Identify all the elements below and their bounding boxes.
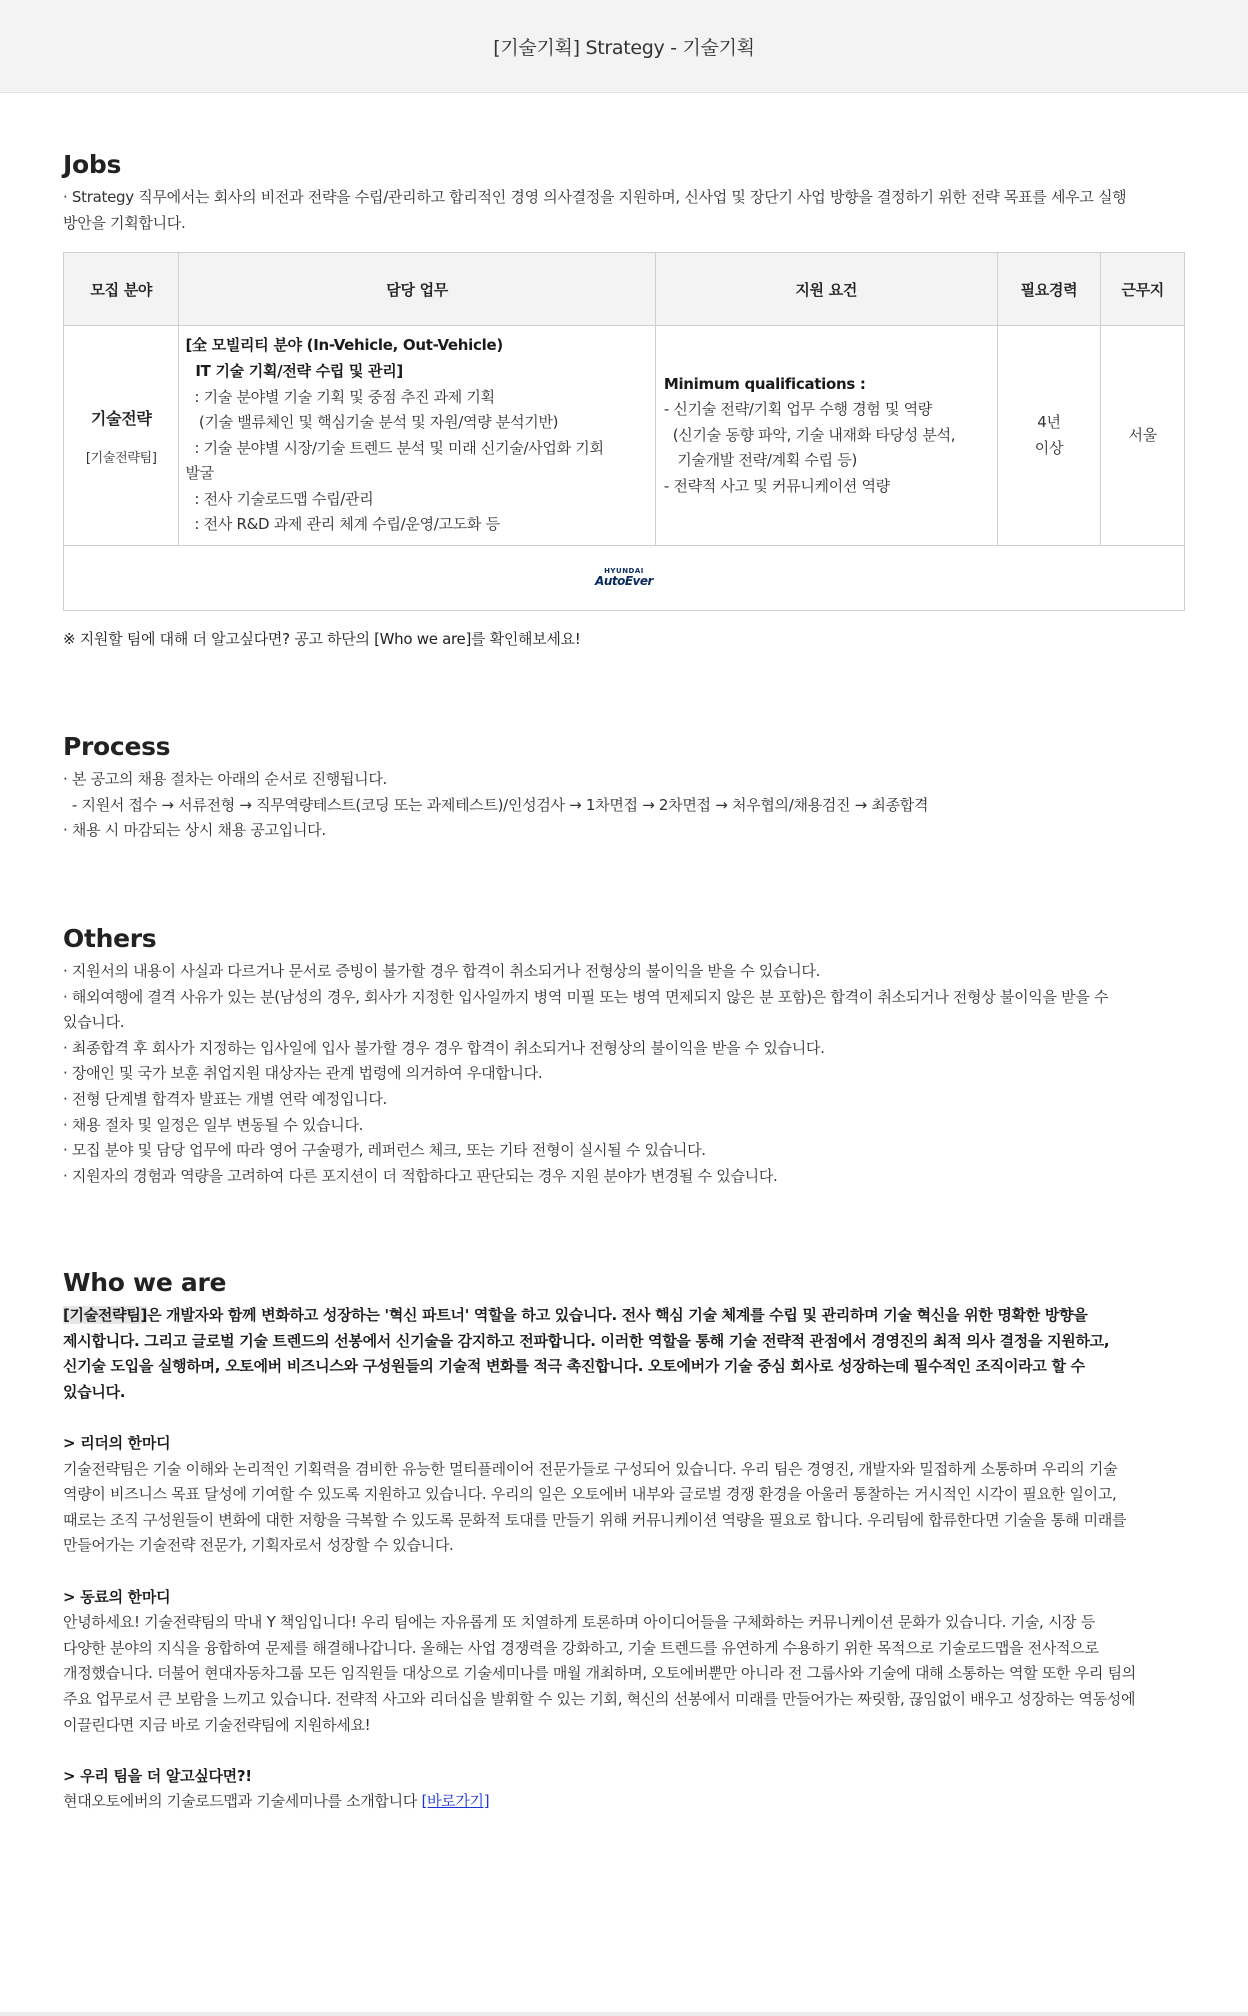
area-name: 기술전략 <box>90 408 152 428</box>
experience-cell <box>997 326 1101 546</box>
duty-line: (기술 밸류체인 및 핵심기술 분석 및 자원/역량 분석기반) <box>185 413 559 432</box>
peer-line: 개정했습니다. 더불어 현대자동차그룹 모든 임직원들 대상으로 기술세미나를 매월 개최하며, 오토에버뿐만 아니라 전 그룹사와 기술에 대해 소통하는 역할 또한 우리 팀의 <box>63 1664 1136 1683</box>
jobs-table-header-row <box>64 253 1185 326</box>
duty-line: [全 모빌리티 분야 (In-Vehicle, Out-Vehicle) <box>185 336 503 355</box>
experience-value: 이상 <box>1034 438 1064 457</box>
others-line: · 지원서의 내용이 사실과 다르거나 문서로 증빙이 불가할 경우 합격이 취소되거나 전형상의 불이익을 받을 수 있습니다. <box>63 962 821 980</box>
others-title: Others <box>63 924 157 953</box>
process-line: · 채용 시 마감되는 상시 채용 공고입니다. <box>63 821 326 840</box>
column-header: 필요경력 <box>997 253 1101 326</box>
requirement-line: (신기술 동향 파악, 기술 내재화 타당성 분석, <box>663 425 956 444</box>
duty-line: 발굴 <box>185 464 214 483</box>
others-line: · 최종합격 후 회사가 지정하는 입사일에 입사 불가할 경우 경우 합격이 취소되거나 전형상의 불이익을 받을 수 있습니다. <box>63 1038 825 1057</box>
others-line: · 모집 분야 및 담당 업무에 따라 영어 구술평가, 레퍼런스 체크, 또는 기타 전형이 실시될 수 있습니다. <box>63 1141 706 1160</box>
others-line: 있습니다. <box>63 1013 125 1032</box>
location-value: 서울 <box>1128 425 1157 444</box>
column-header: 근무지 <box>1101 253 1185 326</box>
process-line: · 본 공고의 채용 절차는 아래의 순서로 진행됩니다. <box>63 770 388 788</box>
jobs-section <box>63 150 1185 653</box>
hyundai-autoever-logo <box>595 568 653 587</box>
process-section <box>63 732 1185 844</box>
duty-line: : 기술 분야별 시장/기술 트렌드 분석 및 미래 신기술/사업화 기회 <box>185 438 604 457</box>
logo-top-text: HYUNDAI <box>604 566 644 575</box>
peer-line: 이끌린다면 지금 바로 기술전략팀에 지원하세요! <box>63 1715 371 1734</box>
peer-line: 안녕하세요! 기술전략팀의 막내 Y 책임입니다! 우리 팀에는 자유롭게 또 치열하게 토론하며 아이디어들을 구체화하는 커뮤니케이션 문화가 있습니다. 기술, 시장 등 <box>63 1613 1096 1632</box>
requirement-line: - 신기술 전략/기획 업무 수행 경험 및 역량 <box>663 400 932 419</box>
requirements-cell <box>655 326 997 546</box>
who-we-are-section <box>63 1268 1185 1815</box>
leader-line: 기술전략팀은 기술 이해와 논리적인 기획력을 겸비한 유능한 멀티플레이어 전문가들로 구성되어 있습니다. 우리 팀은 경영진, 개발자와 밀접하게 소통하며 우리의 기술 <box>63 1459 1118 1478</box>
logo-main-text: AutoEver <box>595 573 653 588</box>
leader-line: 때로는 조직 구성원들이 변화에 대한 저항을 극복할 수 있도록 문화적 토대를 만들기 위해 커뮤니케이션 역량을 필요로 합니다. 우리팀에 합류한다면 기술을 통해 미래를 <box>63 1510 1127 1529</box>
more-line <box>63 1789 1185 1815</box>
area-cell <box>64 326 179 546</box>
leader-line: 만들어가는 기술전략 전문가, 기획자로서 성장할 수 있습니다. <box>63 1536 454 1555</box>
process-line: - 지원서 접수 → 서류전형 → 직무역량테스트(코딩 또는 과제테스트)/인성검사 → 1차면접 → 2차면접 → 처우협의/채용검진 → 최종합격 <box>63 795 929 814</box>
location-cell <box>1101 326 1185 546</box>
jobs-intro-line: 방안을 기획합니다. <box>63 213 186 232</box>
others-line: · 해외여행에 결격 사유가 있는 분(남성의 경우, 회사가 지정한 입사일까지 병역 미필 또는 병역 면제되지 않은 분 포함)은 합격이 취소되거나 전형상 불이익을 받을 수 <box>63 987 1109 1006</box>
who-intro-line <box>63 1303 1185 1329</box>
shortcut-link[interactable]: [바로가기] <box>421 1792 490 1811</box>
more-text: 현대오토에버의 기술로드맵과 기술세미나를 소개합니다 <box>63 1792 422 1811</box>
jobs-table-row <box>64 326 1185 546</box>
peer-line: 주요 업무로서 큰 보람을 느끼고 있습니다. 전략적 사고와 리더십을 발휘할 수 있는 기회, 혁신의 선봉에서 미래를 만들어가는 짜릿함, 끊임없이 배우고 성장하는 역동성에 <box>63 1689 1136 1708</box>
who-intro-text: 은 개발자와 함께 변화하고 성장하는 '혁신 파트너' 역할을 하고 있습니다. 전사 핵심 기술 체계를 수립 및 관리하며 기술 혁신을 위한 명확한 방향을 <box>147 1306 1088 1324</box>
requirement-line: Minimum qualifications : <box>663 374 866 393</box>
requirement-line: - 전략적 사고 및 커뮤니케이션 역량 <box>663 477 890 496</box>
column-header: 지원 요건 <box>655 253 997 326</box>
others-line: · 장애인 및 국가 보훈 취업지원 대상자는 관계 법령에 의거하여 우대합니다. <box>63 1064 543 1083</box>
who-intro-line: 신기술 도입을 실행하며, 오토에버 비즈니스와 구성원들의 기술적 변화를 적극 촉진합니다. 오토에버가 기술 중심 회사로 성장하는데 필수적인 조직이라고 할 수 <box>63 1357 1085 1376</box>
area-team: [기술전략팀] <box>85 450 157 466</box>
logo-cell <box>64 546 1185 611</box>
jobs-intro-line: · Strategy 직무에서는 회사의 비전과 전략을 수립/관리하고 합리적인 경영 의사결정을 지원하며, 신사업 및 장단기 사업 방향을 결정하기 위한 전략 목표를 세우고 실행 <box>63 188 1127 206</box>
requirement-line: 기술개발 전략/계획 수립 등) <box>663 451 858 470</box>
page-header <box>0 0 1248 93</box>
page-title: [기술기획] Strategy - 기술기획 <box>493 36 755 59</box>
jobs-table <box>63 252 1185 611</box>
others-section <box>63 924 1185 1189</box>
experience-value: 4년 <box>1037 413 1061 432</box>
others-line: · 전형 단계별 합격자 발표는 개별 연락 예정입니다. <box>63 1089 388 1108</box>
peer-line: 다양한 분야의 지식을 융합하여 문제를 해결해나갑니다. 올해는 사업 경쟁력을 강화하고, 기술 트렌드를 유연하게 수용하기 위한 목적으로 기술로드맵을 전사적으로 <box>63 1638 1099 1657</box>
duties-cell <box>179 326 655 546</box>
who-we-are-title: Who we are <box>63 1268 227 1297</box>
leader-line: 역량이 비즈니스 목표 달성에 기여할 수 있도록 지원하고 있습니다. 우리의 일은 오토에버 내부와 글로벌 경쟁 환경을 아울러 통찰하는 거시적인 시각이 필요한 일이고, <box>63 1485 1117 1504</box>
others-line: · 채용 절차 및 일정은 일부 변동될 수 있습니다. <box>63 1115 364 1134</box>
column-header: 모집 분야 <box>64 253 179 326</box>
jobs-note: ※ 지원할 팀에 대해 더 알고싶다면? 공고 하단의 [Who we are]를 확인해보세요! <box>63 630 581 649</box>
who-intro-line: 있습니다. <box>63 1382 126 1401</box>
jobs-title: Jobs <box>63 150 122 179</box>
logo-row <box>64 546 1185 611</box>
peer-heading: > 동료의 한마디 <box>63 1587 171 1606</box>
column-header: 담당 업무 <box>179 253 655 326</box>
process-title: Process <box>63 732 171 761</box>
bottom-divider <box>0 2012 1248 2016</box>
more-heading: > 우리 팀을 더 알고싶다면?! <box>63 1766 252 1785</box>
leader-heading: > 리더의 한마디 <box>63 1433 171 1452</box>
duty-line: : 전사 R&D 과제 관리 체계 수립/운영/고도화 등 <box>185 515 500 534</box>
duty-line: : 기술 분야별 기술 기획 및 중점 추진 과제 기획 <box>185 387 495 406</box>
others-line: · 지원자의 경험과 역량을 고려하여 다른 포지션이 더 적합하다고 판단되는 경우 지원 분야가 변경될 수 있습니다. <box>63 1166 778 1185</box>
duty-line: : 전사 기술로드맵 수립/관리 <box>185 489 374 508</box>
team-tag: [기술전략팀] <box>63 1306 148 1324</box>
duty-line: IT 기술 기획/전략 수립 및 관리] <box>185 361 403 380</box>
who-intro-line: 제시합니다. 그리고 글로벌 기술 트렌드의 선봉에서 신기술을 감지하고 전파합니다. 이러한 역할을 통해 기술 전략적 관점에서 경영진의 최적 의사 결정을 지원하고, <box>63 1331 1110 1350</box>
